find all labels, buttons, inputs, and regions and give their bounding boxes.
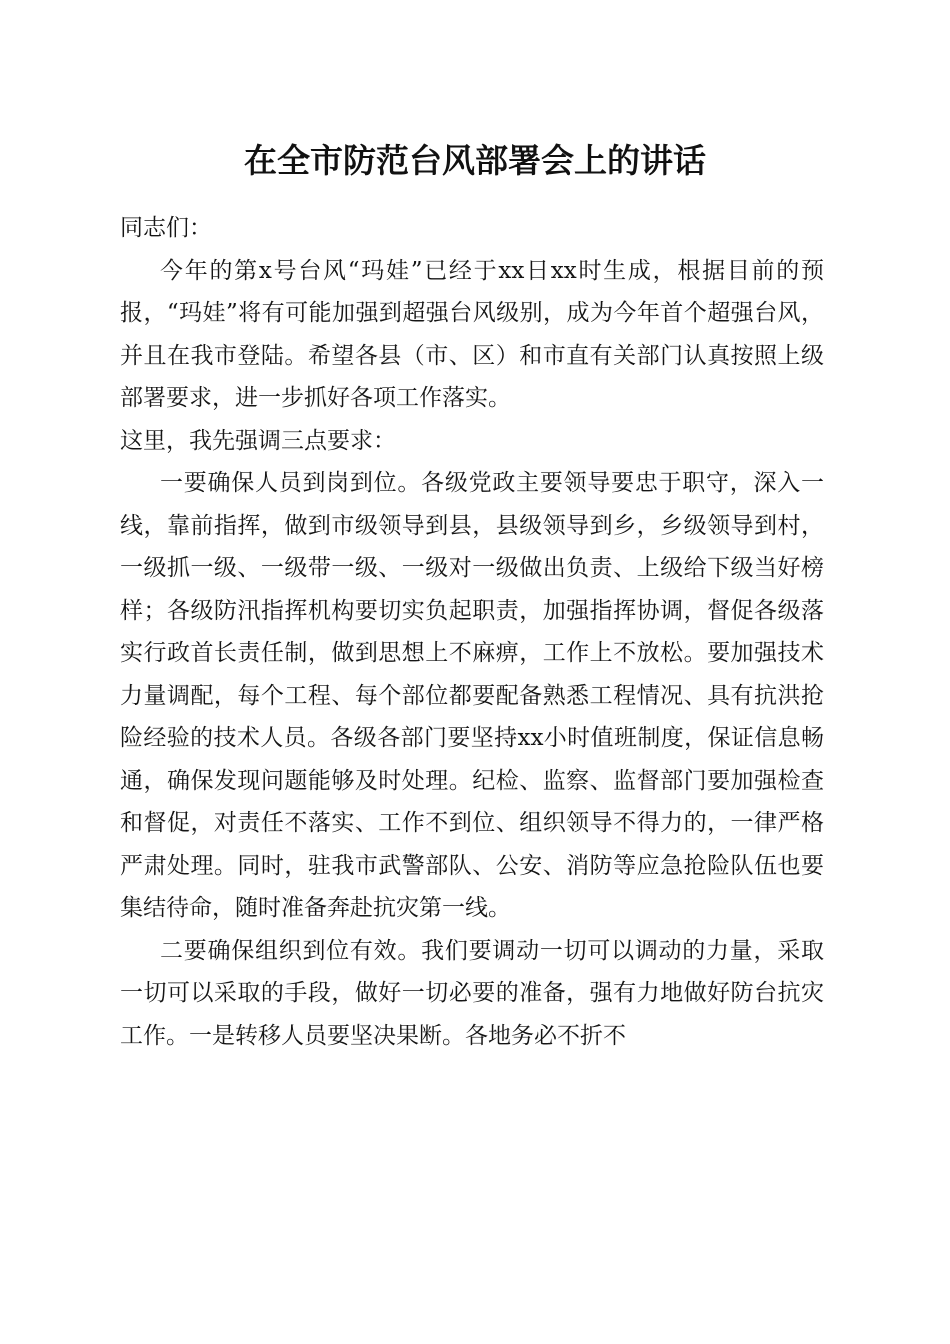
document-body [120, 207, 824, 1057]
paragraph-requirement-two: 二要确保组织到位有效。我们要调动一切可以调动的力量，采取一切可以采取的手段，做好一切必要的准备，强有力地做好防台抗灾工作。一是转移人员要坚决果断。各地务必不折不 [120, 937, 824, 1049]
document-title: 在全市防范台风部署会上的讲话 [244, 141, 706, 180]
salutation: 同志们： [120, 215, 212, 241]
paragraph-intro: 今年的第x号台风“玛娃”已经于xx日xx时生成，根据目前的预报，“玛娃”将有可能加强到超强台风级别，成为今年首个超强台风，并且在我市登陆。希望各县（市、区）和市直有关部门认真按照上级部署要求，进一步抓好各项工作落实。 [120, 257, 824, 411]
paragraph-requirements-lead: 这里，我先强调三点要求： [120, 427, 396, 454]
paragraph-requirement-one: 一要确保人员到岗到位。各级党政主要领导要忠于职守，深入一线，靠前指挥，做到市级领导到县，县级领导到乡，乡级领导到村，一级抓一级、一级带一级、一级对一级做出负责、上级给下级当好榜样；各级防汛指挥机构要切实负起职责，加强指挥协调，督促各级落实行政首长责任制，做到思想上不麻痹，工作上不放松。要加强技术力量调配，每个工程、每个部位都要配备熟悉工程情况、具有抗洪抢险经验的技术人员。各级各部门要坚持xx小时值班制度，保证信息畅通，确保发现问题能够及时处理。纪检、监察、监督部门要加强检查和督促，对责任不落实、工作不到位、组织领导不得力的，一律严格严肃处理。同时，驻我市武警部队、公安、消防等应急抢险队伍也要集结待命，随时准备奔赴抗灾第一线。 [120, 470, 824, 921]
